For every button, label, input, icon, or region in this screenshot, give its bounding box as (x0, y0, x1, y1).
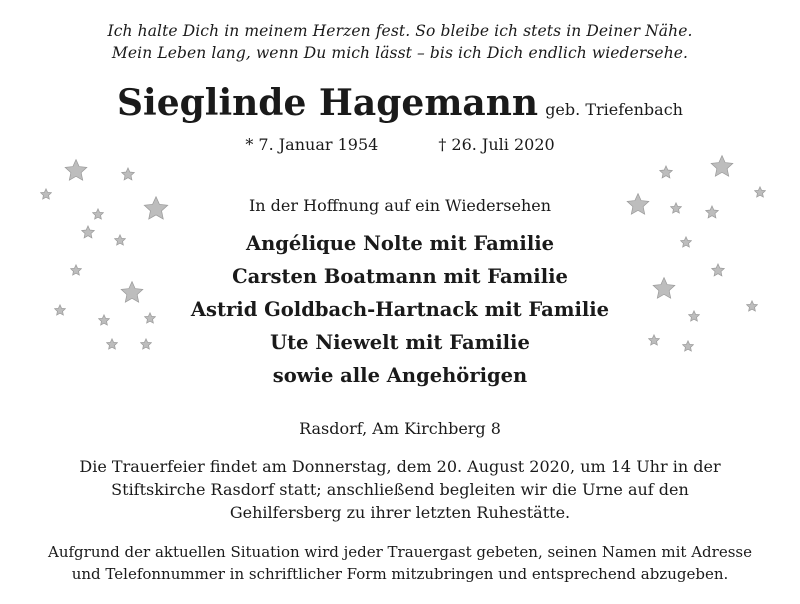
star-icon (70, 264, 82, 276)
star-icon (648, 334, 660, 346)
mourner-line: sowie alle Angehörigen (272, 364, 528, 387)
star-icon (746, 300, 758, 312)
service-line-2: Stiftskirche Rasdorf statt; anschließend begleiten wir die Urne auf den (111, 480, 689, 499)
address: Rasdorf, Am Kirchberg 8 (299, 419, 501, 438)
notice-line-1: Aufgrund der aktuellen Situation wird jeder Trauergast gebeten, seinen Namen mit Adresse (48, 543, 752, 561)
star-icon (106, 338, 118, 350)
star-icon (688, 310, 700, 322)
star-icon (711, 263, 725, 277)
birth-name: geb. Triefenbach (545, 100, 683, 119)
quote-line-1: Ich halte Dich in meinem Herzen fest. So bleibe ich stets in Deiner Nähe. (107, 22, 693, 40)
star-icon (659, 165, 673, 179)
star-icon (121, 167, 135, 181)
star-icon (652, 276, 676, 300)
death-date: † 26. Juli 2020 (438, 135, 555, 154)
mourner-line: Ute Niewelt mit Familie (270, 331, 530, 354)
mourner-line: Carsten Boatmann mit Familie (232, 265, 568, 288)
star-icon (64, 158, 88, 182)
deceased-name: Sieglinde Hagemann (117, 82, 539, 124)
mourner-line: Astrid Goldbach-Hartnack mit Familie (190, 298, 610, 321)
star-icon (143, 195, 169, 221)
star-icon (54, 304, 66, 316)
life-dates (0, 135, 800, 154)
star-icon (140, 338, 152, 350)
star-icon (40, 188, 52, 200)
star-icon (754, 186, 766, 198)
service-line-3: Gehilfersberg zu ihrer letzten Ruhestätte. (229, 503, 571, 522)
mourner-line: Angélique Nolte mit Familie (245, 232, 555, 255)
service-line-1: Die Trauerfeier findet am Donnerstag, dem 20. August 2020, um 14 Uhr in der (79, 457, 721, 476)
notice-line-2: und Telefonnummer in schriftlicher Form mitzubringen und entsprechend abzugeben. (71, 565, 729, 583)
star-icon (81, 225, 95, 239)
star-icon (680, 236, 692, 248)
hope-line: In der Hoffnung auf ein Wiedersehen (248, 196, 552, 215)
deceased-heading (0, 82, 800, 124)
star-icon (120, 280, 144, 304)
quote-line-2: Mein Leben lang, wenn Du mich lässt – bis ich Dich endlich wiedersehe. (111, 44, 689, 62)
star-icon (705, 205, 719, 219)
star-icon (682, 340, 694, 352)
star-icon (626, 192, 650, 216)
star-icon (114, 234, 126, 246)
star-icon (98, 314, 110, 326)
birth-date: * 7. Januar 1954 (245, 135, 379, 154)
star-icon (144, 312, 156, 324)
star-icon (670, 202, 682, 214)
star-icon (92, 208, 104, 220)
star-icon (710, 154, 734, 178)
